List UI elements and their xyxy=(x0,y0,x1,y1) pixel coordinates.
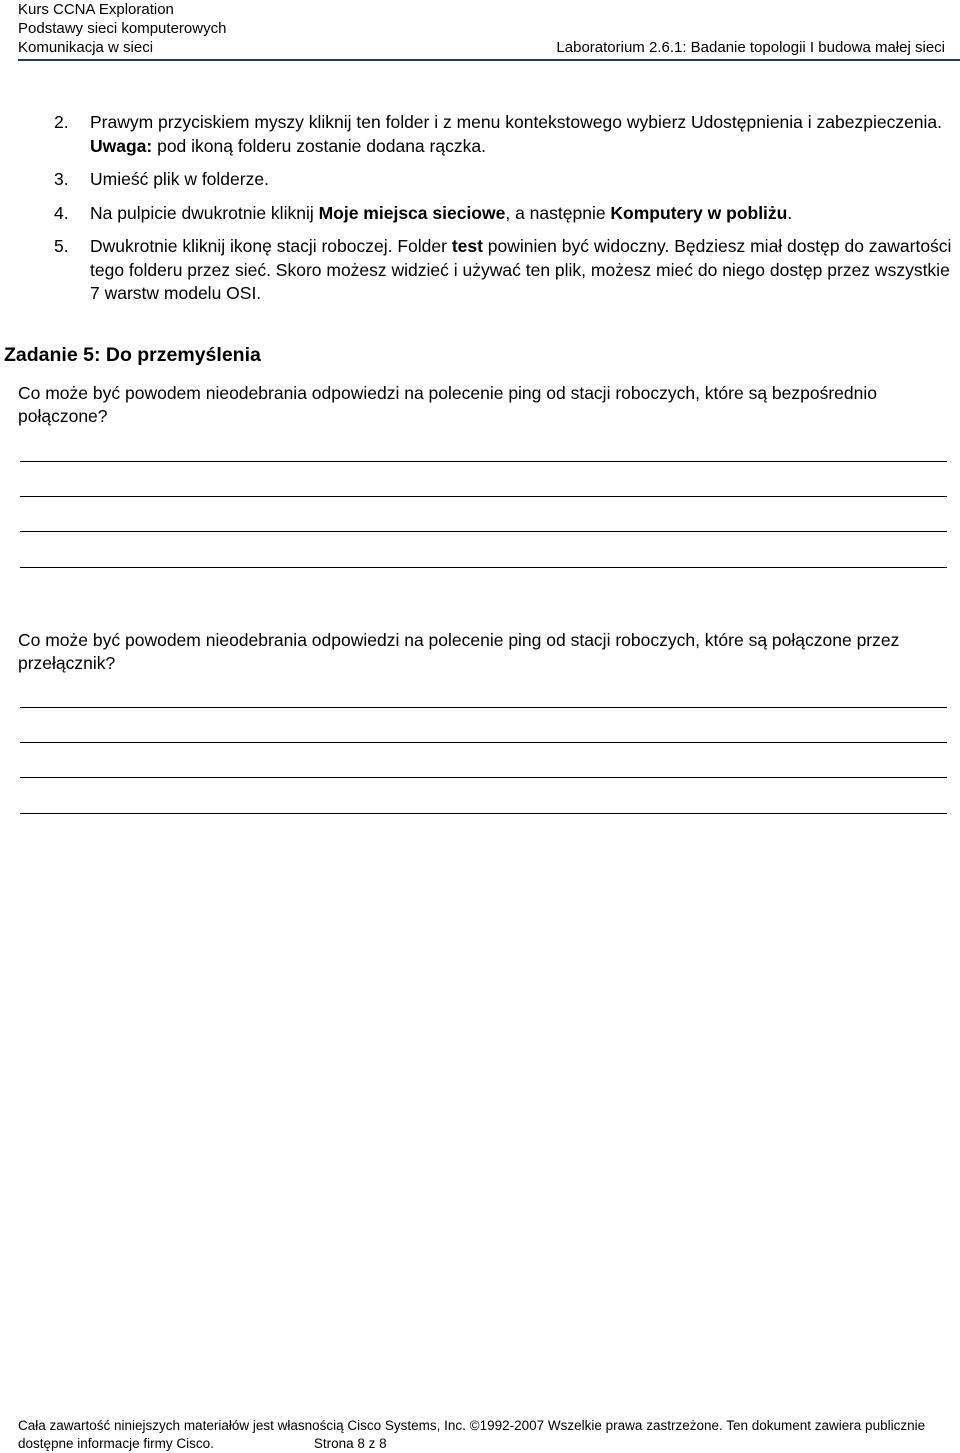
text-run: Dwukrotnie kliknij ikonę stacji roboczej. Folder xyxy=(90,236,452,256)
page-number: Strona 8 z 8 xyxy=(313,1436,387,1451)
lab-title: Laboratorium 2.6.1: Badanie topologii I budowa małej sieci xyxy=(556,39,945,56)
step-number: 2. xyxy=(54,112,69,132)
text-run: Umieść plik w folderze. xyxy=(90,169,269,189)
step-text xyxy=(90,112,942,156)
text-run: Na pulpicie dwukrotnie kliknij xyxy=(90,202,319,223)
step-list xyxy=(54,111,954,316)
answer-line[interactable] xyxy=(20,813,947,814)
answer-line[interactable] xyxy=(20,496,947,497)
step-item xyxy=(54,202,954,226)
answer-line[interactable] xyxy=(20,777,947,778)
chapter-name: Komunikacja w sieci xyxy=(18,39,154,56)
emphasis-text: test xyxy=(451,236,483,256)
header-divider xyxy=(18,59,960,61)
step-item xyxy=(54,111,954,158)
question-2: Co może być powodem nieodebrania odpowiedzi na polecenie ping od stacji roboczych, które są połączone przez przełącznik? xyxy=(18,630,900,673)
text-run: . xyxy=(787,202,793,223)
course-name: Kurs CCNA Exploration xyxy=(18,1,174,18)
module-name: Podstawy sieci komputerowych xyxy=(18,20,227,37)
step-item xyxy=(54,168,954,192)
answer-line[interactable] xyxy=(20,531,947,532)
text-run: pod ikoną folderu zostanie dodana rączka. xyxy=(152,135,486,156)
emphasis-text: Uwaga: xyxy=(90,135,153,156)
question-1: Co może być powodem nieodebrania odpowiedzi na polecenie ping od stacji roboczych, które są bezpośrednio połączone? xyxy=(18,383,877,426)
step-number: 5. xyxy=(54,236,69,256)
page-header xyxy=(18,0,945,60)
step-text xyxy=(90,236,951,303)
step-number: 3. xyxy=(54,169,69,189)
emphasis-text: Komputery w pobliżu xyxy=(610,202,788,223)
section-heading: Zadanie 5: Do przemyślenia xyxy=(4,344,261,366)
text-run: , a następnie xyxy=(505,202,611,223)
answer-line[interactable] xyxy=(20,742,947,743)
step-text xyxy=(90,169,269,189)
page-footer xyxy=(18,1417,948,1453)
text-run: powinien być widoczny. Będziesz miał dostęp do zawartości tego folderu przez sieć. Skoro możesz widzieć i używać ten plik, możesz mieć do niego dostęp przez wszystkie 7 warstw modelu OSI. xyxy=(90,236,952,303)
answer-line[interactable] xyxy=(20,461,947,462)
text-run: Prawym przyciskiem myszy kliknij ten folder i z menu kontekstowego wybierz Udostępnienia i zabezpieczenia. xyxy=(90,112,943,132)
step-number: 4. xyxy=(54,202,69,223)
step-text xyxy=(90,203,792,223)
answer-line[interactable] xyxy=(20,567,947,568)
copyright-notice: Cała zawartość niniejszych materiałów jest własnością Cisco Systems, Inc. ©1992-2007 Wszelkie prawa zastrzeżone. Ten dokument zawiera publicznie dostępne informacje firmy Cisco. xyxy=(18,1418,926,1451)
emphasis-text: Moje miejsca sieciowe xyxy=(318,202,506,223)
step-item xyxy=(54,235,954,306)
answer-line[interactable] xyxy=(20,707,947,708)
